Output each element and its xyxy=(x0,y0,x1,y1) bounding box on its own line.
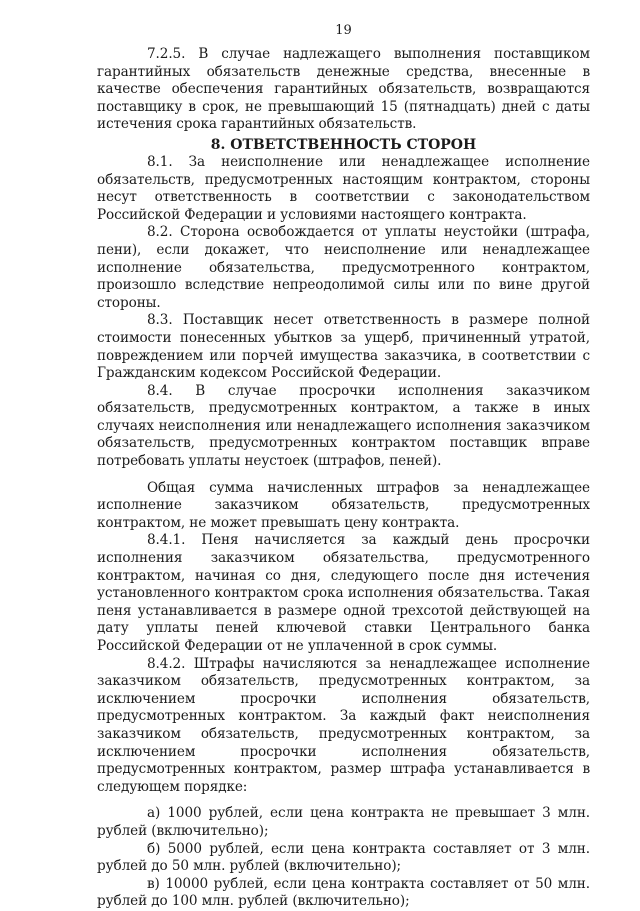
paragraph-7-2-5: 7.2.5. В случае надлежащего выполнения поставщиком гарантийных обязательств денежные средства, внесенные в качестве обеспечения гарантийных обязательств, возвращаются поставщику в срок, не превышающий 15 (пятнадцать) дней с даты истечения срока гарантийных обязательств. xyxy=(97,46,590,133)
page-number: 19 xyxy=(335,23,352,38)
paragraph-8-1: 8.1. За неисполнение или ненадлежащее исполнение обязательств, предусмотренных настоящим контрактом, стороны несут ответственность в соответствии с законодательством Российской Федерации и условиями настоящего контракта. xyxy=(97,153,590,223)
section-title: 8. ОТВЕТСТВЕННОСТЬ СТОРОН xyxy=(210,136,477,153)
document-page xyxy=(97,22,590,911)
paragraph-total-fines: Общая сумма начисленных штрафов за ненадлежащее исполнение заказчиком обязательств, предусмотренных контрактом, не может превышать цену контракта. xyxy=(97,479,590,531)
paragraph-8-3: 8.3. Поставщик несет ответственность в размере полной стоимости понесенных убытков за ущерб, причиненный утратой, повреждением или порчей имущества заказчика, в соответствии с Гражданским кодексом Российской Федерации. xyxy=(97,312,590,382)
list-item-v: в) 10000 рублей, если цена контракта составляет от 50 млн. рублей до 100 млн. рублей (включительно); xyxy=(97,875,590,910)
paragraph-8-2: 8.2. Сторона освобождается от уплаты неустойки (штрафа, пени), если докажет, что неисполнение или ненадлежащее исполнение обязательства, предусмотренного контрактом, произошло вследствие непреодолимой силы или по вине другой стороны. xyxy=(97,224,590,311)
list-item-a: а) 1000 рублей, если цена контракта не превышает 3 млн. рублей (включительно); xyxy=(97,805,590,839)
paragraph-8-4-2: 8.4.2. Штрафы начисляются за ненадлежащее исполнение заказчиком обязательств, предусмотренных контрактом, за исключением просрочки исполнения обязательств, предусмотренных контрактом. За каждый факт неисполнения заказчиком обязательств, предусмотренных контрактом, за исключением просрочки исполнения обязательств, предусмотренных контрактом, размер штрафа устанавливается в следующем порядке: xyxy=(97,655,590,795)
paragraph-8-4: 8.4. В случае просрочки исполнения заказчиком обязательств, предусмотренных контрактом, а также в иных случаях неисполнения или ненадлежащего исполнения заказчиком обязательств, предусмотренных контрактом поставщик вправе потребовать уплаты неустоек (штрафов, пеней). xyxy=(97,382,590,470)
list-item-b: б) 5000 рублей, если цена контракта составляет от 3 млн. рублей до 50 млн. рублей (включительно); xyxy=(97,840,590,875)
paragraph-8-4-1: 8.4.1. Пеня начисляется за каждый день просрочки исполнения заказчиком обязательства, предусмотренного контрактом, начиная со дня, следующего после дня истечения установленного контрактом срока исполнения обязательства. Такая пеня устанавливается в размере одной трехсотой действующей на дату уплаты пеней ключевой ставки Центрального банка Российской Федерации от не уплаченной в срок суммы. xyxy=(97,532,590,654)
